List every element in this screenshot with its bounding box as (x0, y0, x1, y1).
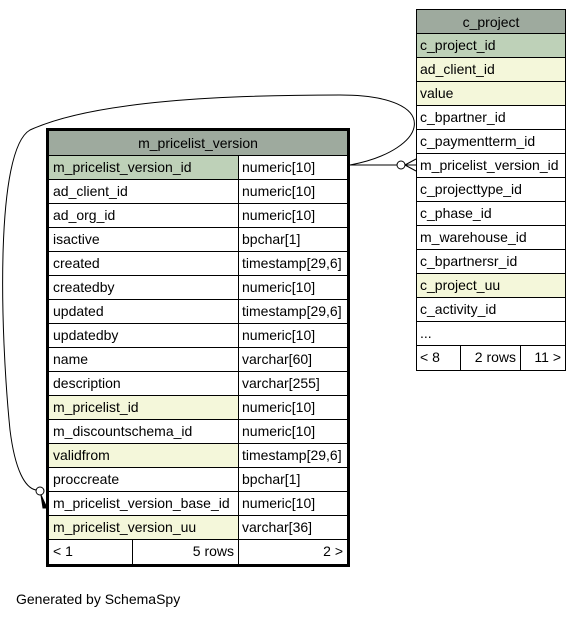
table-row[interactable] (417, 106, 565, 130)
column-name: description (49, 372, 239, 395)
table-row[interactable] (49, 420, 347, 444)
table-row[interactable] (417, 250, 565, 274)
column-type: varchar[255] (242, 375, 320, 391)
column-name: validfrom (49, 444, 239, 467)
column-name: c_bpartner_id (420, 109, 506, 125)
self-relationship-circle-marker (36, 487, 44, 495)
column-name: value (417, 82, 565, 105)
generated-by-caption: Generated by SchemaSpy (16, 591, 181, 607)
column-name: m_pricelist_version_id (49, 156, 239, 179)
row-count: 2 rows (461, 346, 521, 370)
column-type: numeric[10] (242, 399, 316, 415)
column-name: m_pricelist_id (49, 396, 239, 419)
column-name: name (49, 348, 239, 371)
table-row[interactable] (417, 226, 565, 250)
column-type: numeric[10] (242, 495, 316, 511)
column-name: m_warehouse_id (420, 229, 527, 245)
table-row[interactable] (49, 324, 347, 348)
column-type: bpchar[1] (242, 471, 301, 487)
table-row[interactable] (417, 130, 565, 154)
parents-link[interactable]: < 1 (49, 540, 133, 564)
table-row[interactable] (417, 58, 565, 82)
table-row[interactable] (417, 202, 565, 226)
children-link[interactable]: 2 > (323, 543, 343, 559)
column-name: createdby (49, 276, 239, 299)
table-row[interactable] (49, 252, 347, 276)
table-row[interactable] (49, 396, 347, 420)
crows-foot-marker (405, 159, 416, 171)
children-link[interactable]: 11 > (534, 349, 561, 365)
column-name: m_pricelist_version_uu (49, 516, 239, 539)
column-name: c_paymentterm_id (420, 133, 536, 149)
column-name: ad_client_id (417, 58, 565, 81)
column-name: m_discountschema_id (49, 420, 239, 443)
table-footer (49, 540, 347, 564)
table-row[interactable] (417, 178, 565, 202)
column-type: timestamp[29,6] (242, 303, 342, 319)
column-type: numeric[10] (242, 423, 316, 439)
m-pricelist-version-table (46, 128, 350, 567)
column-name: updated (49, 300, 239, 323)
relationship-circle-marker (397, 161, 405, 169)
column-type: varchar[60] (242, 351, 313, 367)
column-name: ad_org_id (49, 204, 239, 227)
column-type: timestamp[29,6] (242, 255, 342, 271)
table-row[interactable] (49, 372, 347, 396)
table-row[interactable] (417, 274, 565, 298)
column-name: ... (420, 325, 432, 341)
column-type: numeric[10] (242, 279, 316, 295)
table-row[interactable] (49, 348, 347, 372)
column-name: c_project_uu (417, 274, 565, 297)
column-type: numeric[10] (242, 207, 316, 223)
table-row[interactable] (49, 468, 347, 492)
column-name: c_phase_id (420, 205, 492, 221)
table-row[interactable] (49, 516, 347, 540)
parents-link[interactable]: < 8 (417, 346, 461, 370)
c-project-table (416, 9, 566, 371)
table-title: c_project (417, 10, 565, 34)
column-name: c_activity_id (420, 301, 497, 317)
table-footer (417, 346, 565, 370)
table-row[interactable] (417, 34, 565, 58)
column-type: numeric[10] (242, 327, 316, 343)
column-name: created (49, 252, 239, 275)
column-name: c_bpartnersr_id (420, 253, 518, 269)
table-row[interactable] (49, 228, 347, 252)
table-row[interactable] (49, 492, 347, 516)
row-count: 5 rows (133, 540, 239, 564)
column-name: updatedby (49, 324, 239, 347)
table-row[interactable] (49, 276, 347, 300)
column-name: m_pricelist_version_id (420, 157, 559, 173)
column-name: ad_client_id (49, 180, 239, 203)
table-row[interactable] (49, 180, 347, 204)
table-row[interactable] (49, 156, 347, 180)
table-row[interactable] (417, 154, 565, 178)
table-row[interactable] (417, 82, 565, 106)
column-name: proccreate (49, 468, 239, 491)
table-title: m_pricelist_version (49, 131, 347, 156)
column-type: timestamp[29,6] (242, 447, 342, 463)
column-type: numeric[10] (242, 159, 316, 175)
column-name: isactive (49, 228, 239, 251)
column-type: bpchar[1] (242, 231, 301, 247)
column-name: c_projecttype_id (420, 181, 522, 197)
table-row[interactable] (417, 322, 565, 346)
table-row[interactable] (417, 298, 565, 322)
column-type: numeric[10] (242, 183, 316, 199)
table-row[interactable] (49, 444, 347, 468)
column-name: c_project_id (417, 34, 565, 57)
table-row[interactable] (49, 300, 347, 324)
table-row[interactable] (49, 204, 347, 228)
column-name: m_pricelist_version_base_id (49, 492, 239, 515)
column-type: varchar[36] (242, 519, 313, 535)
